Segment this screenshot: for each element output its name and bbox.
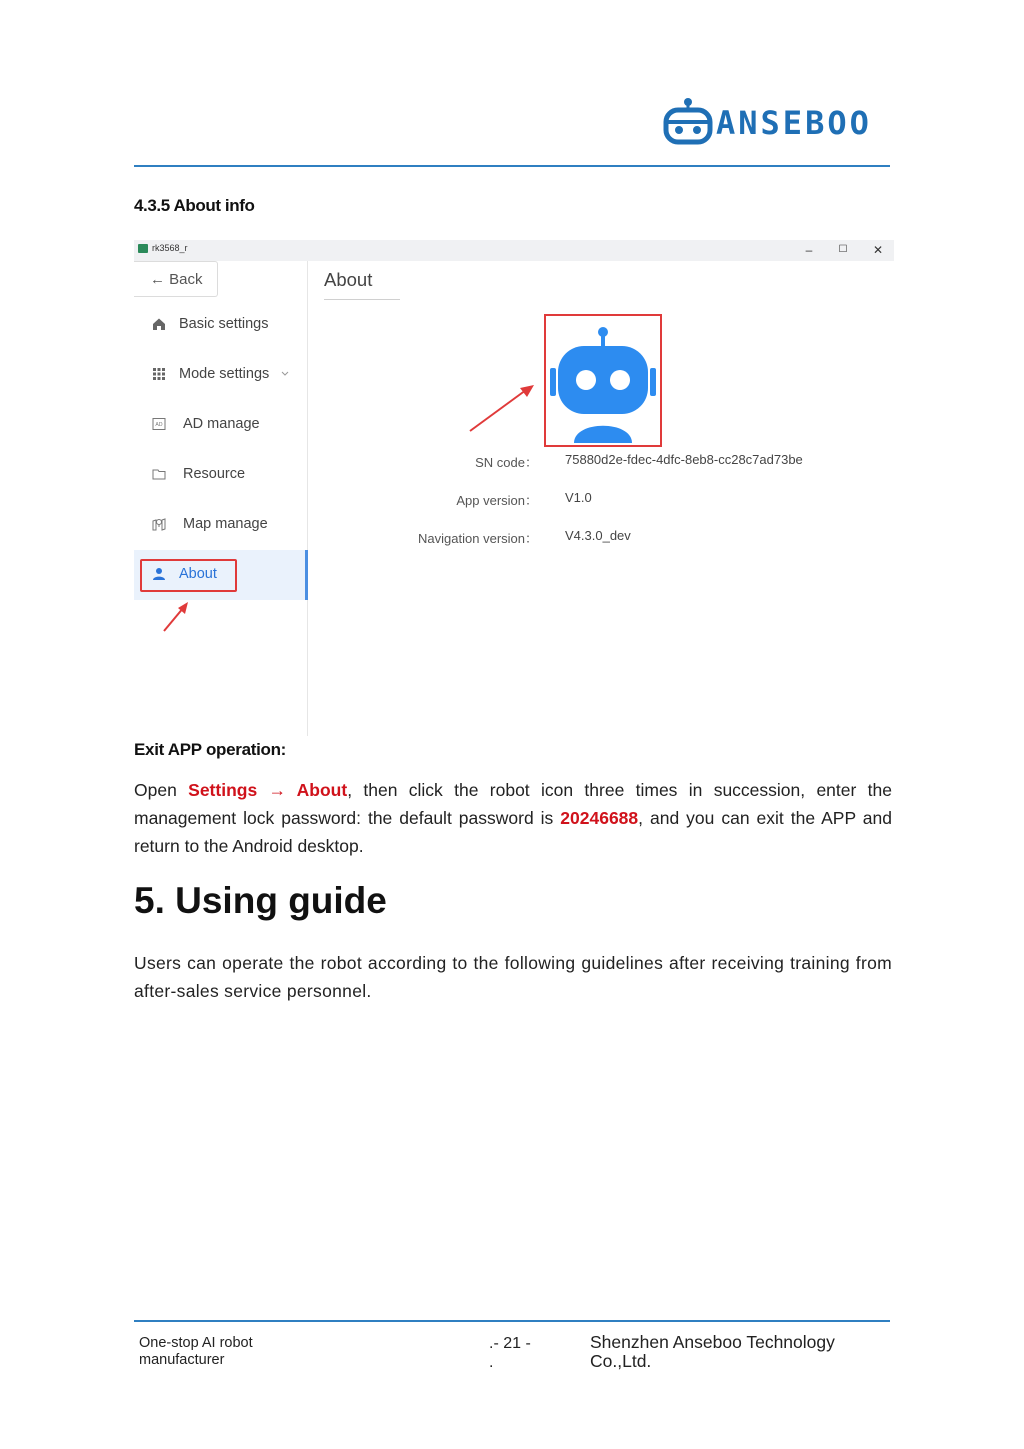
sidebar-item-mode-settings[interactable] (134, 350, 307, 400)
back-button[interactable]: ← Back (134, 261, 218, 297)
footer-tagline (139, 1335, 253, 1369)
footer-company: Shenzhen Anseboo Technology Co.,Ltd. (590, 1332, 835, 1371)
window-title: rk3568_r (152, 243, 188, 253)
using-guide-paragraph: Users can operate the robot according to the following guidelines after receiving training from after-sales service personnel. (134, 953, 892, 1001)
brand-logo (662, 96, 888, 148)
sidebar-item-ad-manage[interactable] (134, 400, 307, 450)
sn-code-label: SN code： (475, 455, 538, 470)
sidebar-item-label: Basic settings (179, 316, 269, 332)
window-titlebar (134, 240, 894, 261)
navigation-version-label: Navigation version： (418, 531, 538, 546)
sidebar-item-basic-settings[interactable] (134, 300, 307, 350)
settings-about-path: Settings → About (188, 780, 348, 800)
using-guide-heading: 5. Using guide (134, 880, 387, 921)
paragraph-text: , and you can exit the APP and return to the Android desktop. (134, 808, 892, 856)
footer-tagline-line: One-stop AI robot (139, 1335, 253, 1351)
page-number (489, 1334, 531, 1372)
sn-code-value: 75880d2e-fdec-4dfc-8eb8-cc28c7ad73be (565, 452, 803, 467)
section-title: 4.3.5 About info (134, 196, 255, 215)
sidebar-item-about[interactable] (134, 550, 307, 600)
minimize-button[interactable]: – (805, 243, 813, 257)
sidebar-item-label: AD manage (183, 416, 260, 432)
exit-app-paragraph (134, 776, 892, 860)
logo-text: ANSEBOO (716, 104, 872, 142)
content-title: About (324, 269, 373, 290)
chevron-down-icon (281, 371, 289, 377)
default-password: 20246688 (560, 808, 639, 828)
content-title-underline (324, 299, 400, 300)
close-button[interactable]: ✕ (872, 243, 884, 257)
sidebar-item-label: Mode settings (179, 366, 270, 382)
app-window-icon (138, 244, 148, 253)
footer-divider (134, 1320, 890, 1322)
paragraph-text: , then click the robot icon three times in succession, enter the management lock password: the default password is (134, 780, 892, 828)
exit-app-heading: Exit APP operation: (134, 740, 287, 759)
paragraph-text: Open (134, 780, 189, 800)
header-divider (134, 165, 890, 167)
about-highlight-box (140, 559, 237, 592)
app-screenshot (134, 240, 894, 736)
maximize-button[interactable]: ☐ (838, 244, 848, 255)
app-version-value: V1.0 (565, 490, 592, 505)
navigation-version-value: V4.3.0_dev (565, 528, 631, 543)
robot-icon-highlight[interactable] (544, 314, 662, 447)
robot-logo-icon (662, 96, 714, 148)
grid-icon (152, 367, 166, 381)
home-icon (152, 317, 166, 331)
sidebar-item-label: Resource (183, 466, 246, 482)
ad-icon (152, 417, 166, 431)
footer-tagline-line: manufacturer (139, 1352, 225, 1368)
sidebar-item-label: Map manage (183, 516, 268, 532)
page-number-line: . (489, 1354, 494, 1371)
robot-icon[interactable] (546, 316, 660, 445)
app-version-label: App version： (456, 493, 538, 508)
red-arrow-icon (468, 382, 538, 434)
red-arrow-icon (160, 599, 192, 635)
sidebar-item-label: About (179, 566, 217, 582)
page-number-line: .- 21 - (489, 1335, 531, 1352)
svg-text:AD: AD (155, 422, 163, 428)
